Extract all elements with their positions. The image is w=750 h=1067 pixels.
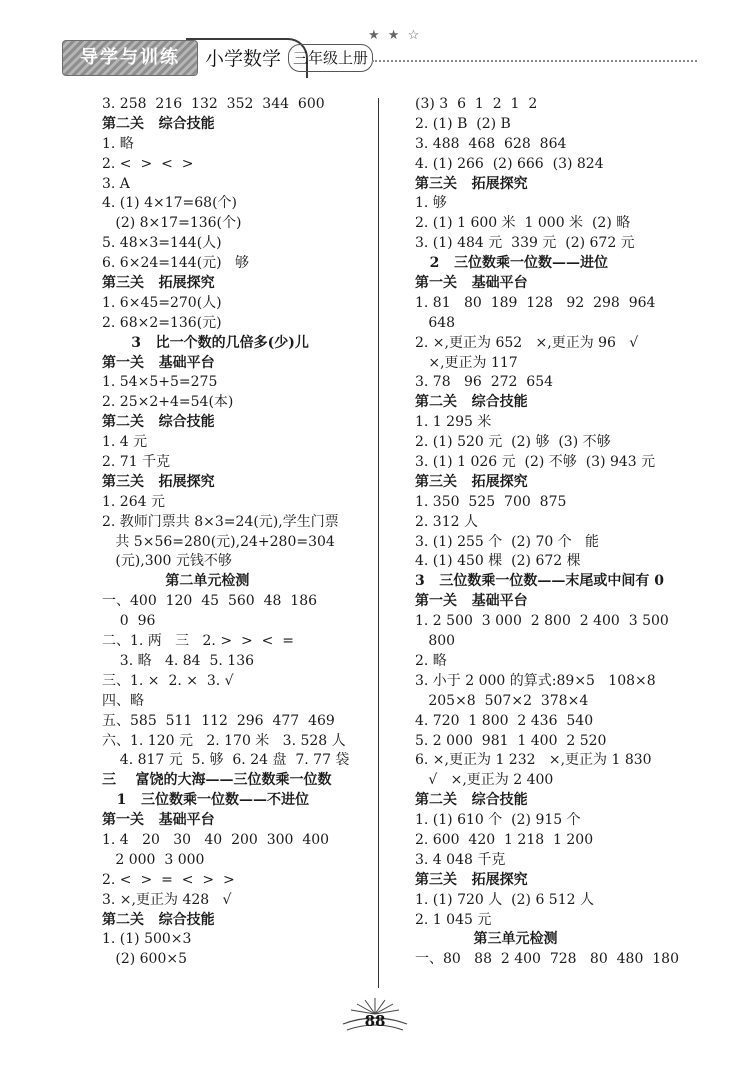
brand-badge: 导学与训练 [62,40,198,76]
answer-line: (元),300 元钱不够 [102,553,232,570]
answer-line: 5. 2 000 981 1 400 2 520 [415,732,607,749]
answer-line: 1. 264 元 [102,493,165,510]
answer-line: 3. (1) 255 个 (2) 70 个 能 [415,533,600,550]
section-heading: 3 三位数乘一位数——末尾或中间有 0 [415,573,664,590]
answer-line: 六、1. 120 元 2. 170 米 3. 528 人 [102,732,346,749]
answer-line: 2. 25×2+4=54(本) [102,394,234,411]
section-label: 第三关 拓展探究 [415,473,528,490]
answer-line: 5. 48×3=144(人) [102,235,222,252]
answer-line: 4. 720 1 800 2 436 540 [415,712,594,729]
section-label: 第二关 综合技能 [102,911,215,928]
answer-line: 6. 6×24=144(元) 够 [102,255,249,272]
answer-line: 一、80 88 2 400 728 80 480 180 [415,951,679,968]
answer-line: ×,更正为 117 [415,354,518,371]
answer-line: √ ×,更正为 2 400 [415,772,554,789]
answer-line: 1. 350 525 700 875 [415,493,567,510]
answer-line: 1. 6×45=270(人) [102,294,222,311]
section-label: 第一关 基础平台 [415,275,528,292]
star-icon: ★ ★ ☆ [368,28,422,43]
answer-line: 2. 教师门票共 8×3=24(元),学生门票 [102,513,339,530]
answer-line: 205×8 507×2 378×4 [415,692,589,709]
section-label: 第二关 综合技能 [415,394,528,411]
answer-line: 3. 小于 2 000 的算式:89×5 108×8 [415,672,656,689]
answer-line: 共 5×56=280(元),24+280=304 [102,533,335,550]
answer-line: 2. (1) 520 元 (2) 够 (3) 不够 [415,434,611,451]
answer-line: 1. 54×5+5=275 [102,374,218,391]
section-label: 第一关 基础平台 [102,354,215,371]
answer-line: 1. 4 20 30 40 200 300 400 [102,831,330,848]
section-label: 第二关 综合技能 [415,792,528,809]
answer-line: 4. 817 元 5. 够 6. 24 盘 7. 77 袋 [102,752,350,769]
answer-line: 2 000 3 000 [102,851,205,868]
answer-line: 3. (1) 1 026 元 (2) 不够 (3) 943 元 [415,454,656,471]
section-label: 第二关 综合技能 [102,414,215,431]
answer-line: 2. 600 420 1 218 1 200 [415,831,594,848]
answer-line: 2. ×,更正为 652 ×,更正为 96 √ [415,334,639,351]
right-answer-column [415,95,735,970]
answer-line: 4. (1) 450 棵 (2) 672 棵 [415,553,581,570]
page-number-decoration [325,994,425,1034]
section-label: 第三关 拓展探究 [102,275,215,292]
section-heading: 第三单元检测 [415,931,558,948]
section-label: 第三关 拓展探究 [415,871,528,888]
grade-label: 三年级上册 [288,44,373,72]
answer-line: 3. 4 048 千克 [415,851,506,868]
section-label: 第一关 基础平台 [102,812,215,829]
answer-line: 4. (1) 4×17=68(个) [102,195,238,212]
answer-line: 1. 够 [415,195,447,212]
answer-line: 五、585 511 112 296 477 469 [102,712,335,729]
answer-line: 1. 4 元 [102,434,148,451]
answer-line: 3. 258 216 132 352 344 600 [102,96,325,112]
answer-line: 2. 1 045 元 [415,911,492,928]
answer-line: 2. < > = < > > [102,871,235,888]
answer-line: 800 [415,633,456,650]
section-heading: 三 富饶的大海——三位数乘一位数 [102,772,332,789]
section-heading: 1 三位数乘一位数——不进位 [102,792,309,809]
answer-line: 2. 312 人 [415,513,478,530]
answer-line: 1. 1 295 米 [415,414,492,431]
section-label: 第三关 拓展探究 [415,175,528,192]
answer-line: 一、400 120 45 560 48 186 [102,593,318,610]
answer-line: 1. (1) 500×3 [102,931,192,948]
subject-title: 小学数学 [205,48,282,70]
answer-line: 1. (1) 610 个 (2) 915 个 [415,812,581,829]
answer-line: (3) 3 6 1 2 1 2 [415,96,538,112]
section-label: 第三关 拓展探究 [102,473,215,490]
answer-line: 3. 488 468 628 864 [415,135,567,152]
answer-line: 3. 78 96 272 654 [415,374,554,391]
answer-line: 6. ×,更正为 1 232 ×,更正为 1 830 [415,752,652,769]
page-number: 88 [364,1012,386,1030]
answer-line: 三、1. × 2. × 3. √ [102,672,234,689]
section-label: 第二关 综合技能 [102,115,215,132]
answer-line: 2. (1) B (2) B [415,115,511,132]
answer-line: 3. ×,更正为 428 √ [102,891,232,908]
answer-line: 0 96 [102,613,156,630]
answer-line: 2. (1) 1 600 米 1 000 米 (2) 略 [415,215,631,232]
answer-line: 3. 略 4. 84 5. 136 [102,652,255,669]
answer-line: 648 [415,314,456,331]
section-heading: 2 三位数乘一位数——进位 [415,255,608,272]
answer-line: 1. 2 500 3 000 2 800 2 400 3 500 [415,613,669,630]
column-divider [378,98,379,988]
answer-line: (2) 600×5 [102,951,187,968]
answer-line: 2. < > < > [102,155,194,172]
answer-line: (2) 8×17=136(个) [102,215,242,232]
answer-line: 1. (1) 720 人 (2) 6 512 人 [415,891,594,908]
left-answer-column [102,95,422,970]
page-header [0,0,750,85]
answer-line: 2. 略 [415,652,447,669]
answer-line: 3. A [102,175,130,192]
answer-line: 1. 略 [102,135,134,152]
section-heading: 3 比一个数的几倍多(少)儿 [102,334,309,351]
header-dotted-rule [372,60,697,62]
answer-line: 四、略 [102,692,144,709]
answer-line: 2. 71 千克 [102,454,171,471]
section-label: 第一关 基础平台 [415,593,528,610]
section-heading: 第二单元检测 [102,573,250,590]
answer-line: 2. 68×2=136(元) [102,314,222,331]
answer-line: 4. (1) 266 (2) 666 (3) 824 [415,155,604,172]
answer-line: 3. (1) 484 元 339 元 (2) 672 元 [415,235,635,252]
answer-line: 1. 81 80 189 128 92 298 964 [415,294,656,311]
answer-line: 二、1. 两 三 2. > > < = [102,633,294,650]
